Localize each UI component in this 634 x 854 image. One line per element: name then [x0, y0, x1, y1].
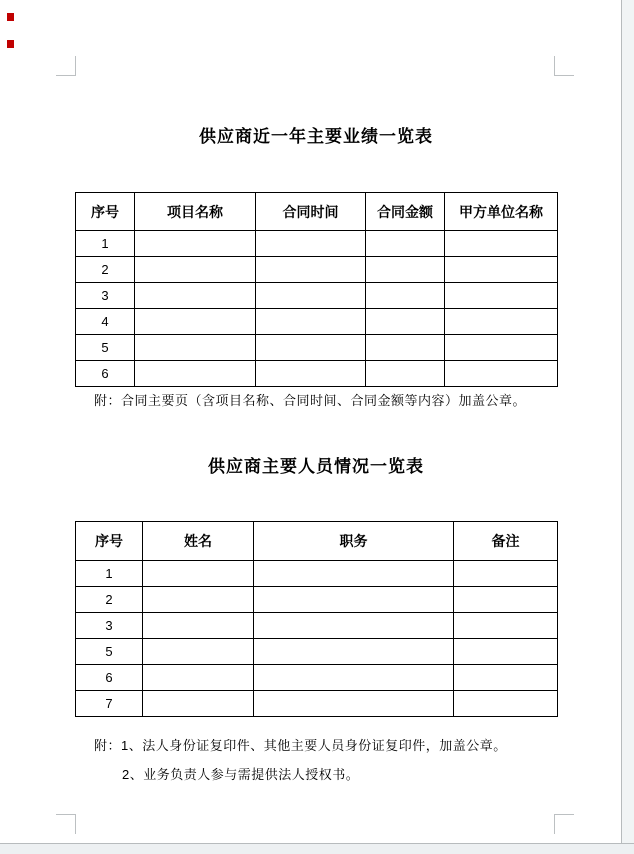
col-header-name: 姓名: [143, 522, 254, 561]
table-row: [76, 231, 558, 257]
col-header-index: 序号: [76, 193, 135, 231]
col-header-contract-amount: 合同金额: [366, 193, 445, 231]
row-number: 6: [76, 361, 135, 387]
col-header-position: 职务: [254, 522, 454, 561]
margin-corner-top-right: [554, 56, 574, 76]
margin-corner-bottom-left: [56, 814, 76, 834]
contract-amount-cell[interactable]: [366, 361, 445, 387]
party-a-name-cell[interactable]: [445, 335, 558, 361]
table-row: [76, 335, 558, 361]
contract-time-cell[interactable]: [256, 257, 366, 283]
table-row: [76, 283, 558, 309]
contract-time-cell[interactable]: [256, 309, 366, 335]
table-row: [76, 587, 558, 613]
position-cell[interactable]: [254, 665, 454, 691]
remarks-cell[interactable]: [454, 665, 558, 691]
party-a-name-cell[interactable]: [445, 283, 558, 309]
personnel-table: [75, 521, 558, 717]
remarks-cell[interactable]: [454, 561, 558, 587]
personnel-note-line1: 附：1、法人身份证复印件、其他主要人员身份证复印件，加盖公章。: [94, 738, 507, 753]
contract-amount-cell[interactable]: [366, 309, 445, 335]
party-a-name-cell[interactable]: [445, 257, 558, 283]
table-row: [76, 613, 558, 639]
performance-table-title: 供应商近一年主要业绩一览表: [199, 127, 433, 146]
performance-table-note: 附：合同主要页（含项目名称、合同时间、合同金额等内容）加盖公章。: [94, 393, 527, 408]
contract-time-cell[interactable]: [256, 283, 366, 309]
position-cell[interactable]: [254, 691, 454, 717]
col-header-remarks: 备注: [454, 522, 558, 561]
performance-header-row: [76, 193, 558, 231]
contract-amount-cell[interactable]: [366, 231, 445, 257]
name-cell[interactable]: [143, 665, 254, 691]
red-mark-icon: [7, 40, 14, 48]
row-number: 5: [76, 335, 135, 361]
contract-amount-cell[interactable]: [366, 335, 445, 361]
page-edge-bottom: [0, 843, 634, 854]
table-row: [76, 309, 558, 335]
name-cell[interactable]: [143, 561, 254, 587]
project-name-cell[interactable]: [135, 309, 256, 335]
project-name-cell[interactable]: [135, 335, 256, 361]
performance-table: [75, 192, 558, 387]
party-a-name-cell[interactable]: [445, 309, 558, 335]
position-cell[interactable]: [254, 587, 454, 613]
position-cell[interactable]: [254, 639, 454, 665]
row-number: 4: [76, 309, 135, 335]
row-number: 6: [76, 665, 143, 691]
personnel-note-line2: 2、业务负责人参与需提供法人授权书。: [122, 767, 360, 782]
col-header-contract-time: 合同时间: [256, 193, 366, 231]
row-number: 2: [76, 587, 143, 613]
row-number: 5: [76, 639, 143, 665]
contract-amount-cell[interactable]: [366, 257, 445, 283]
row-number: 2: [76, 257, 135, 283]
contract-time-cell[interactable]: [256, 335, 366, 361]
contract-time-cell[interactable]: [256, 361, 366, 387]
name-cell[interactable]: [143, 691, 254, 717]
row-number: 7: [76, 691, 143, 717]
party-a-name-cell[interactable]: [445, 231, 558, 257]
name-cell[interactable]: [143, 587, 254, 613]
project-name-cell[interactable]: [135, 231, 256, 257]
remarks-cell[interactable]: [454, 613, 558, 639]
col-header-project-name: 项目名称: [135, 193, 256, 231]
project-name-cell[interactable]: [135, 257, 256, 283]
page-edge-right: [621, 0, 634, 844]
table-row: [76, 257, 558, 283]
contract-amount-cell[interactable]: [366, 283, 445, 309]
col-header-party-a-name: 甲方单位名称: [445, 193, 558, 231]
row-number: 3: [76, 613, 143, 639]
name-cell[interactable]: [143, 639, 254, 665]
position-cell[interactable]: [254, 613, 454, 639]
project-name-cell[interactable]: [135, 361, 256, 387]
name-cell[interactable]: [143, 613, 254, 639]
personnel-table-title: 供应商主要人员情况一览表: [208, 457, 424, 476]
project-name-cell[interactable]: [135, 283, 256, 309]
table-row: [76, 691, 558, 717]
margin-corner-top-left: [56, 56, 76, 76]
row-number: 1: [76, 561, 143, 587]
position-cell[interactable]: [254, 561, 454, 587]
row-number: 1: [76, 231, 135, 257]
remarks-cell[interactable]: [454, 691, 558, 717]
party-a-name-cell[interactable]: [445, 361, 558, 387]
row-number: 3: [76, 283, 135, 309]
col-header-index: 序号: [76, 522, 143, 561]
table-row: [76, 561, 558, 587]
red-mark-icon: [7, 13, 14, 21]
personnel-header-row: [76, 522, 558, 561]
margin-corner-bottom-right: [554, 814, 574, 834]
table-row: [76, 639, 558, 665]
table-row: [76, 665, 558, 691]
remarks-cell[interactable]: [454, 587, 558, 613]
remarks-cell[interactable]: [454, 639, 558, 665]
table-row: [76, 361, 558, 387]
contract-time-cell[interactable]: [256, 231, 366, 257]
